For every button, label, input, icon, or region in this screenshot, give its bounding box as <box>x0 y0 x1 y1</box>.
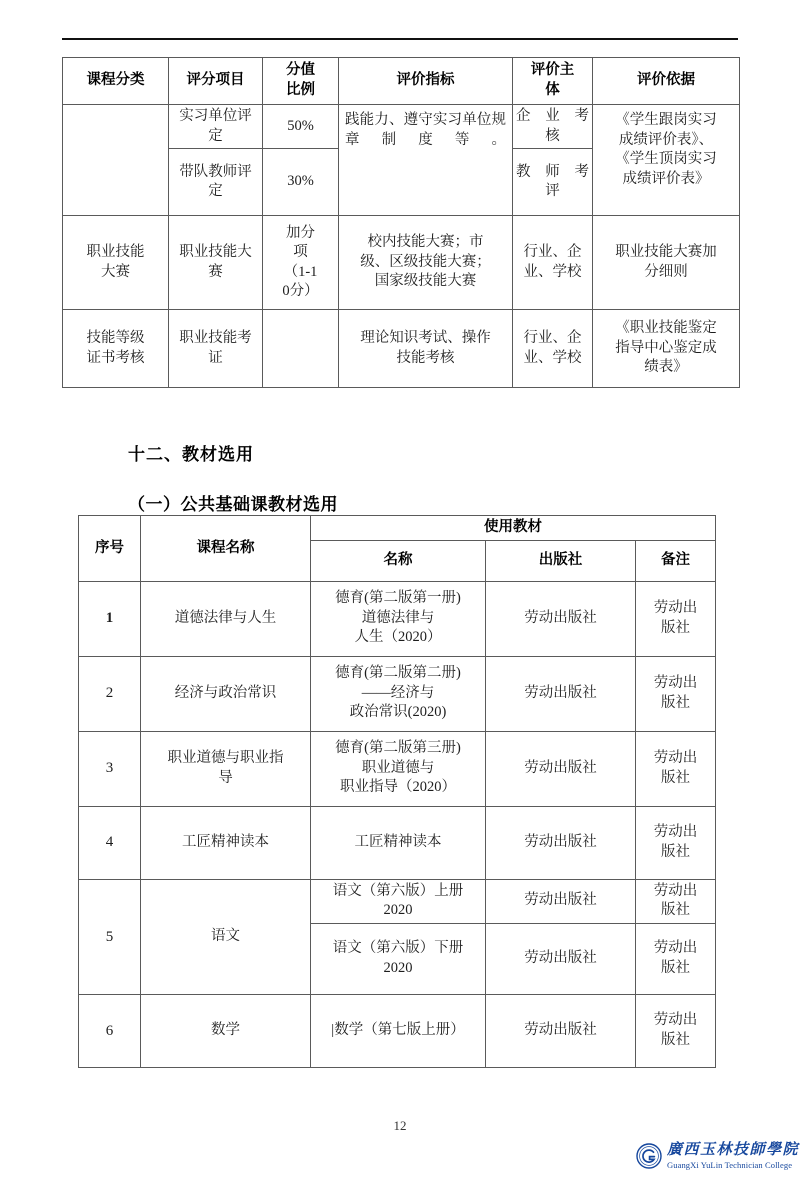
cell-publisher-3: 劳动出版社 <box>486 731 636 806</box>
subsection-heading-public-basic: （一）公共基础课教材选用 <box>128 495 338 514</box>
table-group-header-row <box>79 516 716 541</box>
school-name-chinese: 廣西玉林技師學院 <box>667 1141 800 1158</box>
cell-course-4: 工匠精神读本 <box>141 806 311 879</box>
header-cell-indicator: 评价指标 <box>339 58 513 105</box>
cell-publisher-2: 劳动出版社 <box>486 656 636 731</box>
cell-ratio-empty <box>263 310 339 388</box>
cell-index-1: 1 <box>79 581 141 656</box>
cell-remark-5b: 劳动出 版社 <box>636 923 716 994</box>
table-row <box>63 105 740 149</box>
cell-category-empty <box>63 105 169 216</box>
cell-publisher-5b: 劳动出版社 <box>486 923 636 994</box>
cell-indicator-theory-practice: 理论知识考试、操作 技能考核 <box>339 310 513 388</box>
cell-publisher-6: 劳动出版社 <box>486 994 636 1067</box>
table-row <box>63 216 740 310</box>
table-row <box>79 581 716 656</box>
table-row <box>79 731 716 806</box>
school-name-english: GuangXi YuLin Technician College <box>667 1159 793 1170</box>
cell-index-2: 2 <box>79 656 141 731</box>
cell-item-skills-competition: 职业技能大 赛 <box>169 216 263 310</box>
cell-indicator-competition-levels: 校内技能大赛；市 级、区级技能大赛； 国家级技能大赛 <box>339 216 513 310</box>
table-header-row <box>63 58 740 105</box>
cell-remark-3: 劳动出 版社 <box>636 731 716 806</box>
header-cell-subject: 评价主 体 <box>513 58 593 105</box>
cell-publisher-5a: 劳动出版社 <box>486 879 636 923</box>
cell-course-3: 职业道德与职业指 导 <box>141 731 311 806</box>
cell-subject-industry-2: 行业、企 业、学校 <box>513 310 593 388</box>
cell-item-vocational-certification: 职业技能考 证 <box>169 310 263 388</box>
page-number: 12 <box>393 1118 407 1133</box>
table-row <box>79 806 716 879</box>
cell-course-2: 经济与政治常识 <box>141 656 311 731</box>
cell-ratio-bonus: 加分 项 （1-1 0分） <box>263 216 339 310</box>
cell-publisher-1: 劳动出版社 <box>486 581 636 656</box>
cell-title-3: 德育(第二版第三册) 职业道德与 职业指导（2020） <box>311 731 486 806</box>
assessment-criteria-table <box>62 57 740 388</box>
cell-remark-5a: 劳动出 版社 <box>636 879 716 923</box>
cell-title-4: 工匠精神读本 <box>311 806 486 879</box>
header-cell-index: 序号 <box>79 516 141 582</box>
header-cell-course-name: 课程名称 <box>141 516 311 582</box>
header-cell-title: 名称 <box>311 540 486 581</box>
cell-basis-competition-rules: 职业技能大赛加 分细则 <box>593 216 740 310</box>
cell-ratio-50: 50% <box>263 105 339 149</box>
school-emblem-icon <box>636 1143 662 1169</box>
cell-index-5: 5 <box>79 879 141 994</box>
cell-category-skills-competition: 职业技能 大赛 <box>63 216 169 310</box>
cell-title-2: 德育(第二版第二册) ——经济与 政治常识(2020) <box>311 656 486 731</box>
cell-subject-teacher: 教师考 评 <box>513 149 593 216</box>
cell-indicator-internship: 践能力、遵守实习单位规章制度等。 <box>339 105 513 216</box>
header-cell-category: 课程分类 <box>63 58 169 105</box>
table-row <box>79 656 716 731</box>
cell-title-5b: 语文（第六版）下册 2020 <box>311 923 486 994</box>
cell-basis-evaluation-forms: 《学生跟岗实习 成绩评价表》、 《学生顶岗实习 成绩评价表》 <box>593 105 740 216</box>
table-row <box>79 879 716 923</box>
cell-course-1: 道德法律与人生 <box>141 581 311 656</box>
cell-index-3: 3 <box>79 731 141 806</box>
table-row <box>63 310 740 388</box>
cell-publisher-4: 劳动出版社 <box>486 806 636 879</box>
cell-title-5a: 语文（第六版）上册 2020 <box>311 879 486 923</box>
cell-item-internship-unit: 实习单位评 定 <box>169 105 263 149</box>
header-cell-basis: 评价依据 <box>593 58 740 105</box>
header-cell-ratio: 分值 比例 <box>263 58 339 105</box>
cell-remark-1: 劳动出 版社 <box>636 581 716 656</box>
cell-title-6: |数学（第七版上册） <box>311 994 486 1067</box>
public-basic-course-textbook-table <box>78 515 716 1068</box>
table-row <box>79 994 716 1067</box>
cell-subject-enterprise: 企业考 核 <box>513 105 593 149</box>
cell-basis-appraisal-center: 《职业技能鉴定 指导中心鉴定成 绩表》 <box>593 310 740 388</box>
section-heading-textbook-selection: 十二、教材选用 <box>128 445 254 464</box>
cell-title-1: 德育(第二版第一册) 道德法律与 人生（2020） <box>311 581 486 656</box>
cell-subject-industry-1: 行业、企 业、学校 <box>513 216 593 310</box>
header-cell-remark: 备注 <box>636 540 716 581</box>
cell-course-6: 数学 <box>141 994 311 1067</box>
cell-item-supervising-teacher: 带队教师评 定 <box>169 149 263 216</box>
header-cell-item: 评分项目 <box>169 58 263 105</box>
cell-remark-6: 劳动出 版社 <box>636 994 716 1067</box>
header-rule <box>62 38 738 40</box>
header-cell-publisher: 出版社 <box>486 540 636 581</box>
school-logo <box>636 1136 800 1176</box>
cell-category-skill-certificate: 技能等级 证书考核 <box>63 310 169 388</box>
cell-ratio-30: 30% <box>263 149 339 216</box>
header-cell-used-textbook: 使用教材 <box>311 516 716 541</box>
cell-remark-2: 劳动出 版社 <box>636 656 716 731</box>
cell-remark-4: 劳动出 版社 <box>636 806 716 879</box>
school-logo-text <box>667 1143 799 1170</box>
cell-index-4: 4 <box>79 806 141 879</box>
cell-course-5: 语文 <box>141 879 311 994</box>
cell-index-6: 6 <box>79 994 141 1067</box>
